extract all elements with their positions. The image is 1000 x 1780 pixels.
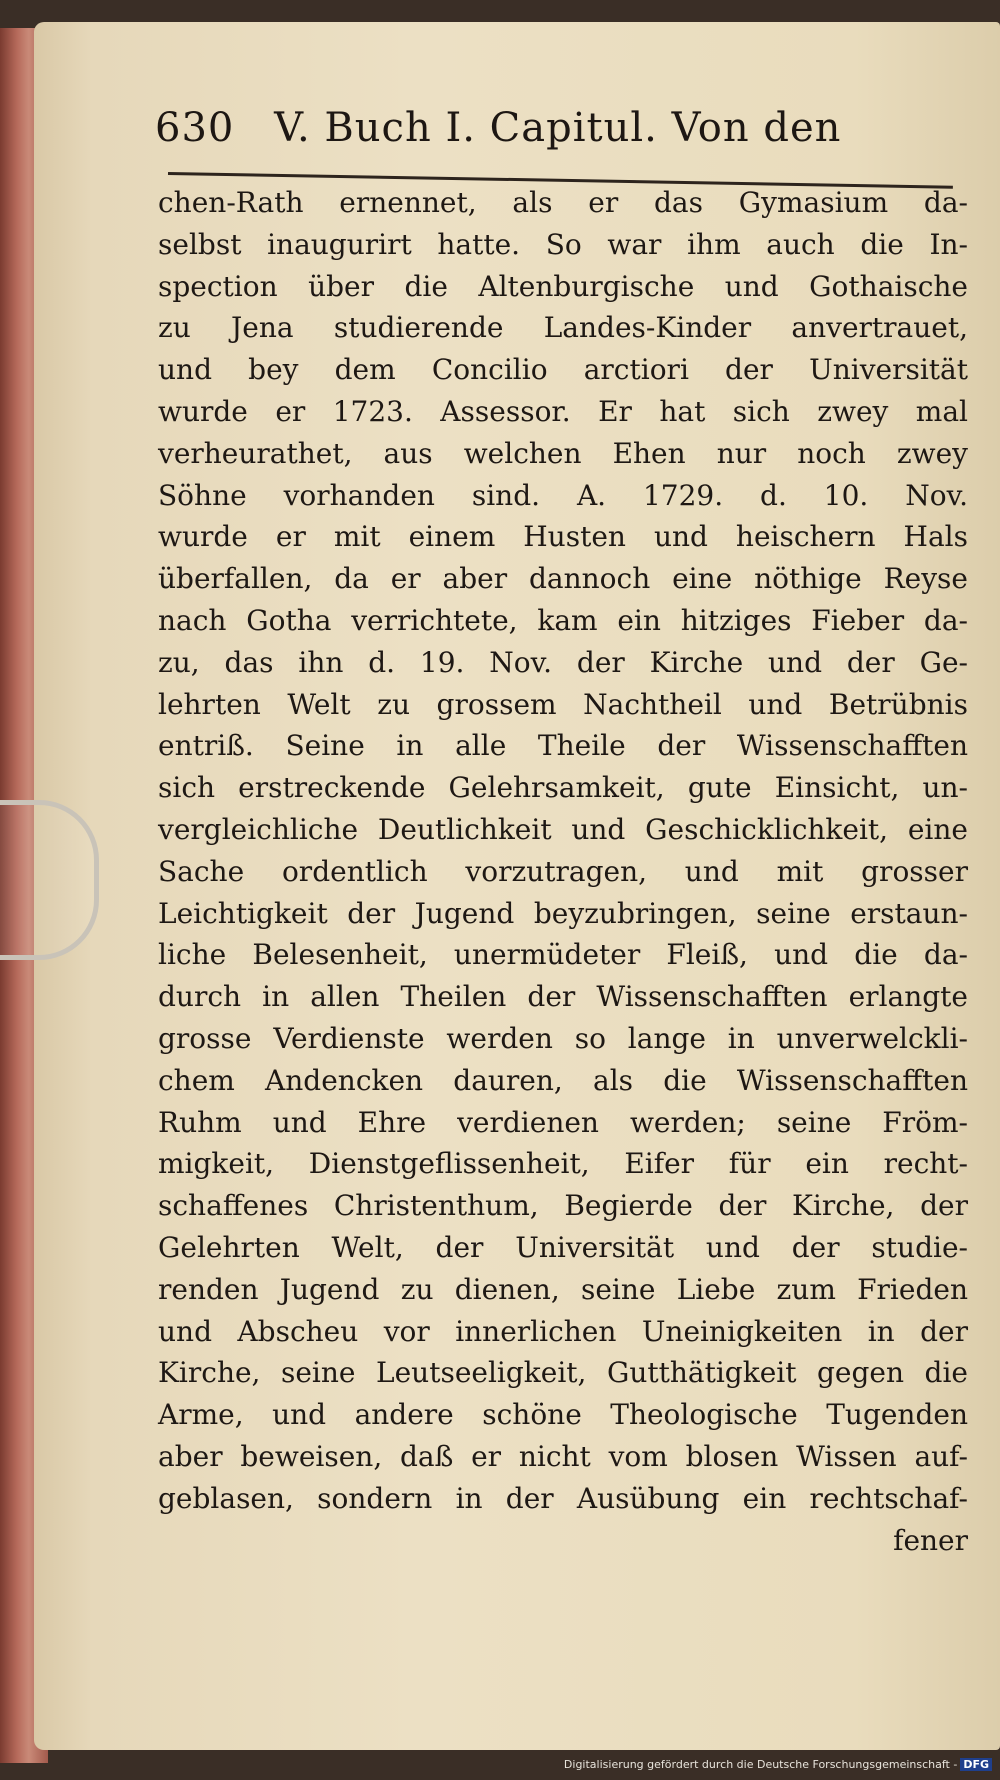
- text-line: selbst inaugurirt hatte. So war ihm auch die In-: [158, 227, 968, 261]
- text-line: Ruhm und Ehre verdienen werden; seine Fröm-: [158, 1105, 968, 1139]
- page-clip: [0, 800, 99, 960]
- text-line: lehrten Welt zu grossem Nachtheil und Betrübnis: [158, 687, 968, 721]
- text-line: sich erstreckende Gelehrsamkeit, gute Einsicht, un-: [158, 771, 968, 805]
- digitization-credit: [564, 1758, 992, 1771]
- text-line: spection über die Altenburgische und Gothaische: [158, 269, 968, 303]
- text-line: geblasen, sondern in der Ausübung ein rechtschaf-: [158, 1481, 968, 1515]
- text-line: zu Jena studierende Landes-Kinder anvertrauet,: [158, 311, 968, 345]
- text-line: zu, das ihn d. 19. Nov. der Kirche und der Ge-: [158, 645, 968, 679]
- text-line: vergleichliche Deutlichkeit und Geschicklichkeit, eine: [158, 812, 968, 846]
- text-line: entriß. Seine in alle Theile der Wissenschafften: [158, 729, 968, 763]
- dfg-logo: DFG: [960, 1758, 992, 1771]
- text-line: überfallen, da er aber dannoch eine nöthige Reyse: [158, 562, 968, 596]
- text-line: liche Belesenheit, unermüdeter Fleiß, und die da-: [158, 938, 968, 972]
- credit-text: Digitalisierung gefördert durch die Deutsche Forschungsgemeinschaft -: [563, 1758, 958, 1771]
- page-number: 630: [155, 105, 235, 151]
- text-line: Söhne vorhanden sind. A. 1729. d. 10. Nov.: [158, 478, 968, 512]
- text-line: nach Gotha verrichtete, kam ein hitziges Fieber da-: [158, 603, 968, 637]
- text-line: migkeit, Dienstgeflissenheit, Eifer für ein recht-: [158, 1147, 968, 1181]
- text-line: Sache ordentlich vorzutragen, und mit grosser: [158, 854, 968, 888]
- text-line: Leichtigkeit der Jugend beyzubringen, seine erstaun-: [158, 896, 968, 930]
- text-line: Gelehrten Welt, der Universität und der studie-: [158, 1230, 968, 1264]
- text-line: wurde er mit einem Husten und heischern Hals: [158, 520, 968, 554]
- text-line: und bey dem Concilio arctiori der Universität: [158, 353, 968, 387]
- text-line: chem Andencken dauren, als die Wissenschafften: [158, 1063, 968, 1097]
- body-text: [158, 182, 968, 1561]
- text-line: durch in allen Theilen der Wissenschafften erlangte: [158, 980, 968, 1014]
- text-line: Arme, und andere schöne Theologische Tugenden: [158, 1398, 968, 1432]
- text-line: und Abscheu vor innerlichen Uneinigkeiten in der: [158, 1314, 968, 1348]
- text-line: wurde er 1723. Assessor. Er hat sich zwey mal: [158, 394, 968, 428]
- text-line: schaffenes Christenthum, Begierde der Kirche, der: [158, 1189, 968, 1223]
- catchword: fener: [893, 1523, 968, 1557]
- text-line: renden Jugend zu dienen, seine Liebe zum Frieden: [158, 1272, 968, 1306]
- text-line: grosse Verdienste werden so lange in unverwelckli-: [158, 1021, 968, 1055]
- text-line: aber beweisen, daß er nicht vom blosen Wissen auf-: [158, 1439, 968, 1473]
- page-header: [155, 105, 915, 175]
- text-line: chen-Rath ernennet, als er das Gymasium da-: [158, 186, 968, 219]
- text-line: verheurathet, aus welchen Ehen nur noch zwey: [158, 436, 968, 470]
- running-head: V. Buch I. Capitul. Von den: [274, 105, 842, 151]
- text-line: Kirche, seine Leutseeligkeit, Gutthätigkeit gegen die: [158, 1356, 968, 1390]
